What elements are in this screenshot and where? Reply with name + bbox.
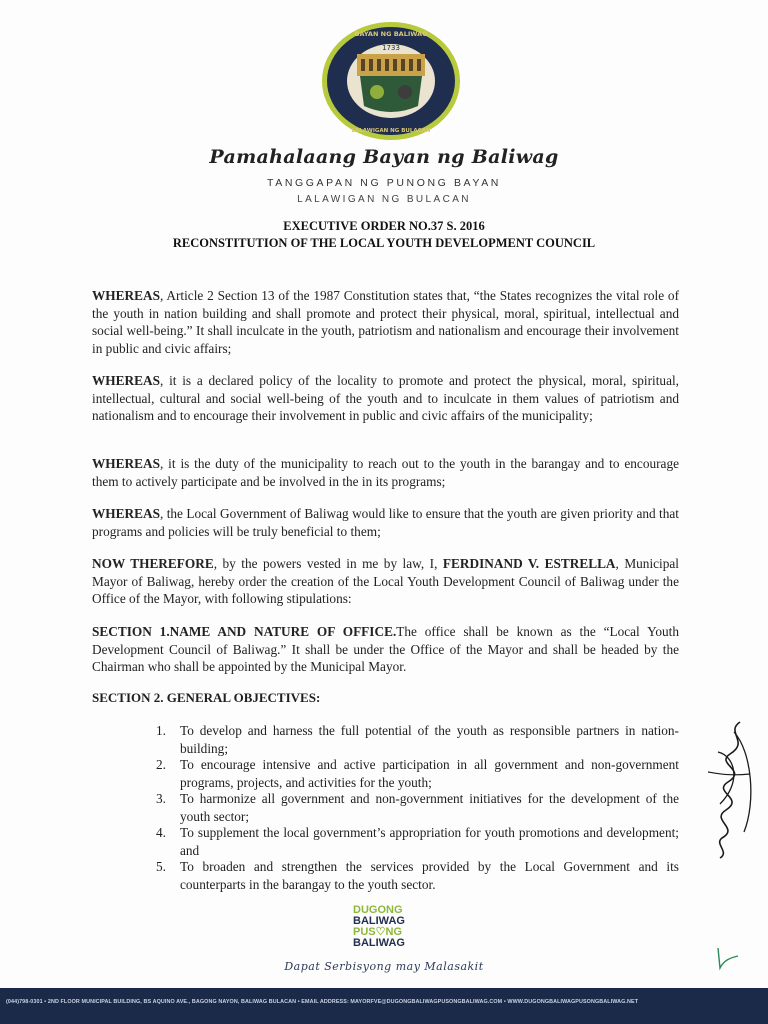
- slogan-line: BALIWAG: [353, 937, 405, 949]
- paragraph-text: The office shall be known as the “Local Youth Development Council of Baliwag.” It shall be under the Office of the Mayor and shall be headed by the Chairman who shall be appointed by the Municipal Mayor.: [92, 624, 679, 674]
- motto: Dapat Serbisyong may Malasakit: [284, 960, 484, 973]
- now-therefore-paragraph: [92, 555, 679, 608]
- province-name: LALAWIGAN NG BULACAN: [297, 194, 471, 205]
- section-1-paragraph: [92, 623, 679, 676]
- objective-text: To broaden and strengthen the services provided by the Local Government and its counterparts in the barangay to the youth sector.: [180, 859, 679, 892]
- objective-number: 4.: [156, 825, 166, 840]
- objective-item: [156, 790, 679, 825]
- paragraph-text: , Municipal Mayor of Baliwag, hereby order the creation of the Local Youth Development Council of Baliwag under the Office of the Mayor, with following stipulations:: [92, 556, 679, 606]
- objective-item: [156, 756, 679, 791]
- executive-order-title: RECONSTITUTION OF THE LOCAL YOUTH DEVELOPMENT COUNCIL: [172, 236, 596, 250]
- slogan-line: BALIWAG: [353, 915, 405, 927]
- executive-order-number: EXECUTIVE ORDER NO.37 S. 2016: [283, 219, 485, 233]
- government-name: Pamahalaang Bayan ng Baliwag: [209, 146, 559, 168]
- objective-number: 1.: [156, 723, 166, 738]
- paragraph-text: , it is the duty of the municipality to reach out to the youth in the barangay and to encourage them to actively participate and be involved in the in its programs;: [92, 456, 679, 489]
- whereas-lead: WHEREAS: [92, 373, 160, 388]
- mayor-signature: [700, 712, 766, 862]
- office-name: TANGGAPAN NG PUNONG BAYAN: [267, 177, 501, 189]
- footer-contact-info: (044)798-0301 • 2ND FLOOR MUNICIPAL BUILDING, BS AQUINO AVE., BAGONG NAYON, BALIWAG BULACAN • EMAIL ADDRESS: MAYORFVE@DUGONGBALIWAGPUSONGBALIWAG.COM • WWW.DUGONGBALIWAGPUSONGBALIWAG.NET: [6, 999, 639, 1005]
- footer-bar: [0, 988, 768, 1024]
- seal-bottom-text: LALAWIGAN NG BULACAN: [351, 128, 431, 134]
- slogan-word-part: NG: [385, 926, 402, 938]
- now-therefore-lead: NOW THEREFORE: [92, 556, 214, 571]
- whereas-paragraph-2: [92, 372, 679, 425]
- objective-number: 3.: [156, 791, 166, 806]
- dugong-baliwag-slogan-logo: [353, 905, 433, 949]
- objective-item: [156, 722, 679, 757]
- paragraph-text: , Article 2 Section 13 of the 1987 Constitution states that, “the States recognizes the vital role of the youth in nation building and shall promote and protect their physical, moral, spiritual, intellectual and social well-being.” It shall inculcate in the youth, patriotism and nationalism and encourage their involvement in public and civic affairs;: [92, 288, 679, 356]
- paragraph-text: , it is a declared policy of the locality to promote and protect the physical, moral, spiritual, intellectual, cultural and social well-being of the youth and to inculcate in them values of patriotism and nationalism and to encourage their involvement in public and civic affairs of the municipality;: [92, 373, 679, 423]
- objective-text: To supplement the local government’s appropriation for youth promotions and development; and: [180, 825, 679, 858]
- whereas-lead: WHEREAS: [92, 288, 160, 303]
- objective-text: To encourage intensive and active participation in all government and non-government programs, projects, and activities for the youth;: [180, 757, 679, 790]
- section-1-heading: SECTION 1.NAME AND NATURE OF OFFICE.: [92, 624, 397, 639]
- objective-item: [156, 824, 679, 859]
- slogan-line: DUGONG: [353, 904, 403, 916]
- objective-text: To harmonize all government and non-government initiatives for the development of the youth sector;: [180, 791, 679, 824]
- whereas-lead: WHEREAS: [92, 506, 160, 521]
- objective-number: 2.: [156, 757, 166, 772]
- municipal-seal: [320, 20, 462, 142]
- whereas-paragraph-1: [92, 287, 679, 357]
- seal-year: 1733: [382, 44, 400, 52]
- seal-top-text: BAYAN NG BALIWAG: [354, 30, 428, 38]
- paragraph-text: , the Local Government of Baliwag would like to ensure that the youth are given priority and that programs and policies will be truly beneficial to them;: [92, 506, 679, 539]
- whereas-paragraph-3: [92, 455, 679, 490]
- objective-number: 5.: [156, 859, 166, 874]
- heart-icon: ♡: [375, 926, 386, 938]
- whereas-paragraph-4: [92, 505, 679, 540]
- objective-item: [156, 858, 679, 893]
- objective-text: To develop and harness the full potential of the youth as responsible partners in nation-building;: [180, 723, 679, 756]
- mayor-name: FERDINAND V. ESTRELLA: [442, 556, 616, 571]
- whereas-lead: WHEREAS: [92, 456, 160, 471]
- section-2-heading: SECTION 2. GENERAL OBJECTIVES:: [92, 690, 321, 705]
- paragraph-text: , by the powers vested in me by law, I,: [213, 556, 443, 571]
- slogan-word-part: PUS: [353, 926, 376, 938]
